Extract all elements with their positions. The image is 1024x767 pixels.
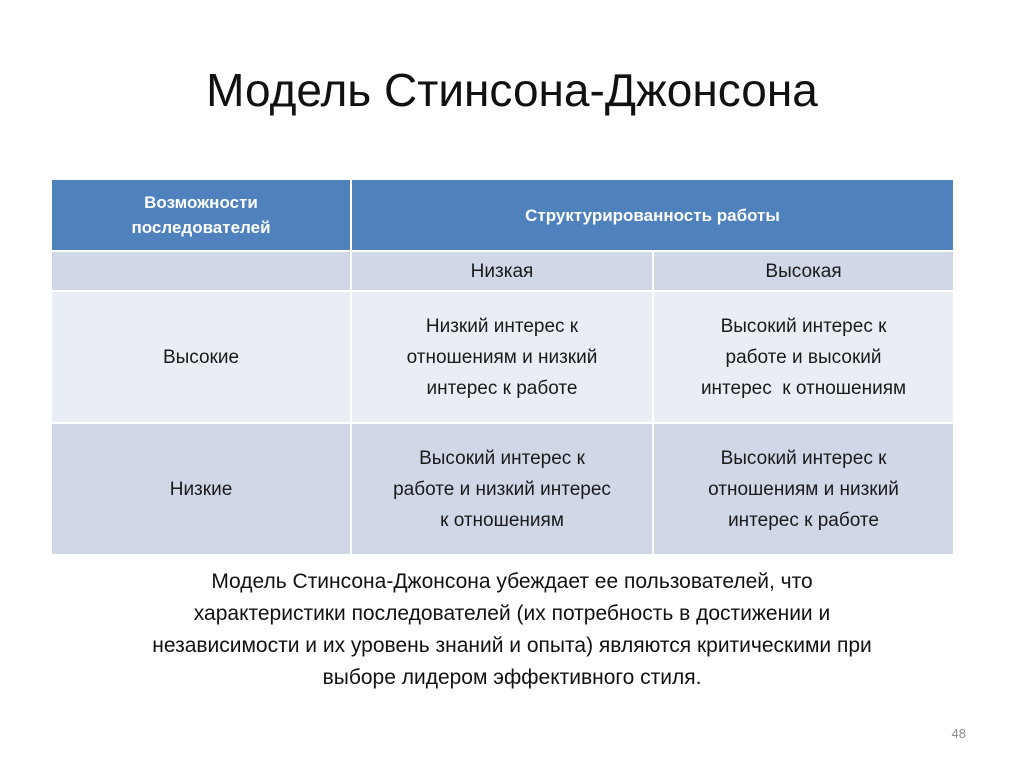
row-label-low: Низкие	[51, 423, 351, 555]
header-col1-line: последователей	[131, 218, 271, 237]
cell-line: Высокий интерес к	[419, 447, 585, 469]
caption-line: выборе лидером эффективного стиля.	[322, 666, 702, 689]
cell-line: интерес к работе	[728, 509, 879, 531]
subheader-high: Высокая	[653, 251, 954, 291]
header-work-structure: Структурированность работы	[351, 179, 954, 251]
cell-high-low	[351, 291, 653, 423]
cell-line: отношениям и низкий	[708, 478, 899, 500]
cell-line: Высокий интерес к	[720, 447, 887, 469]
model-table	[50, 178, 955, 556]
subheader-empty-cell	[51, 251, 351, 291]
cell-line: Низкий интерес к	[425, 315, 579, 337]
table-header-row	[51, 179, 954, 251]
header-followers-capability	[51, 179, 351, 251]
cell-high-high	[653, 291, 954, 423]
table-row	[51, 291, 954, 423]
caption-line: характеристики последователей (их потребность в достижении и	[193, 602, 831, 625]
header-col1-line: Возможности	[144, 193, 258, 212]
cell-low-low	[351, 423, 653, 555]
row-label-high: Высокие	[51, 291, 351, 423]
cell-line: отношениям и низкий	[406, 346, 598, 368]
slide-caption	[40, 566, 984, 694]
caption-line: Модель Стинсона-Джонсона убеждает ее пользователей, что	[211, 570, 813, 593]
cell-line: работе и высокий	[725, 346, 882, 368]
table-subheader-row	[51, 251, 954, 291]
subheader-low: Низкая	[351, 251, 653, 291]
cell-low-high	[653, 423, 954, 555]
page-number: 48	[951, 726, 966, 741]
slide-title: Модель Стинсона-Джонсона	[206, 64, 818, 116]
cell-line: интерес к отношениям	[700, 377, 907, 399]
cell-line: работе и низкий интерес	[393, 478, 611, 500]
table-row	[51, 423, 954, 555]
cell-line: Высокий интерес к	[720, 315, 887, 337]
caption-line: независимости и их уровень знаний и опыта) являются критическими при	[152, 634, 872, 657]
cell-line: к отношениям	[440, 509, 564, 531]
cell-line: интерес к работе	[426, 377, 578, 399]
